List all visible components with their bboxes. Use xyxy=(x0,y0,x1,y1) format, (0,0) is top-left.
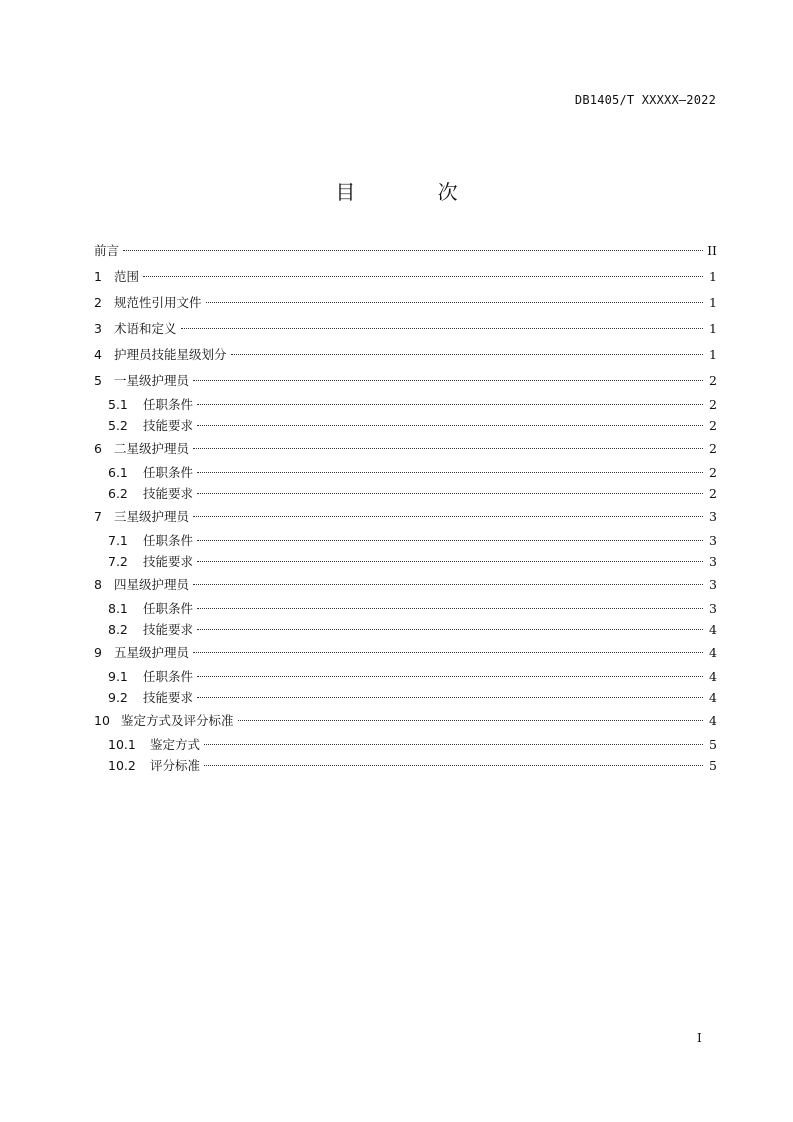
document-code: DB1405/T XXXXX—2022 xyxy=(574,93,716,107)
toc-entry-number: 9 xyxy=(94,645,102,660)
toc-entry[interactable] xyxy=(94,290,717,316)
toc-entry[interactable] xyxy=(94,483,717,504)
toc-entry-page: 2 xyxy=(709,373,717,388)
dot-leader xyxy=(193,516,703,517)
toc-entry-page: 1 xyxy=(709,295,717,310)
toc-entry[interactable] xyxy=(94,394,717,415)
toc-entry-number: 6.1 xyxy=(108,465,128,480)
toc-entry[interactable] xyxy=(94,666,717,687)
toc-entry[interactable] xyxy=(94,551,717,572)
toc-entry-number: 4 xyxy=(94,347,102,362)
toc-entry-page: 3 xyxy=(709,554,717,569)
toc-entry-number: 7 xyxy=(94,509,102,524)
toc-entry-label: 鉴定方式及评分标准 xyxy=(121,713,234,728)
toc-entry-page: 5 xyxy=(709,737,717,752)
dot-leader xyxy=(193,652,703,653)
toc-entry[interactable] xyxy=(94,436,717,462)
toc-entry-number: 9.1 xyxy=(108,669,128,684)
toc-entry[interactable] xyxy=(94,734,717,755)
dot-leader xyxy=(231,354,703,355)
dot-leader xyxy=(197,425,703,426)
toc-entry-number: 1 xyxy=(94,269,102,284)
toc-entry[interactable] xyxy=(94,238,717,264)
dot-leader xyxy=(197,697,703,698)
toc-entry-label: 技能要求 xyxy=(143,418,194,433)
toc-entry[interactable] xyxy=(94,708,717,734)
table-of-contents xyxy=(94,238,717,776)
toc-entry-page: 4 xyxy=(709,690,717,705)
toc-entry-number: 7.2 xyxy=(108,554,128,569)
toc-entry-number: 3 xyxy=(94,321,102,336)
dot-leader xyxy=(204,744,703,745)
toc-entry-page: 2 xyxy=(709,441,717,456)
toc-entry-number: 6 xyxy=(94,441,102,456)
dot-leader xyxy=(143,276,703,277)
toc-entry[interactable] xyxy=(94,530,717,551)
toc-entry-label: 一星级护理员 xyxy=(114,373,190,388)
toc-entry-label: 术语和定义 xyxy=(114,321,177,336)
toc-entry-number: 8 xyxy=(94,577,102,592)
dot-leader xyxy=(197,540,703,541)
dot-leader xyxy=(123,250,703,251)
toc-entry-page: 2 xyxy=(709,465,717,480)
toc-entry-page: 3 xyxy=(709,533,717,548)
toc-entry[interactable] xyxy=(94,462,717,483)
toc-entry-label: 技能要求 xyxy=(143,690,194,705)
toc-entry[interactable] xyxy=(94,368,717,394)
toc-entry-label: 任职条件 xyxy=(143,397,194,412)
dot-leader xyxy=(197,561,703,562)
toc-entry-label: 范围 xyxy=(114,269,140,284)
toc-entry[interactable] xyxy=(94,619,717,640)
toc-entry-label: 任职条件 xyxy=(143,601,194,616)
dot-leader xyxy=(181,328,703,329)
toc-entry-page: 3 xyxy=(709,577,717,592)
dot-leader xyxy=(193,584,703,585)
toc-entry-page: 2 xyxy=(709,418,717,433)
toc-entry-label: 护理员技能星级划分 xyxy=(114,347,227,362)
toc-entry-page: 4 xyxy=(709,713,717,728)
dot-leader xyxy=(197,472,703,473)
toc-entry-number: 5.1 xyxy=(108,397,128,412)
toc-entry-label: 四星级护理员 xyxy=(114,577,190,592)
toc-entry-number: 9.2 xyxy=(108,690,128,705)
toc-entry-page: 3 xyxy=(709,601,717,616)
toc-entry-page: 1 xyxy=(709,269,717,284)
dot-leader xyxy=(197,493,703,494)
toc-entry[interactable] xyxy=(94,504,717,530)
toc-entry[interactable] xyxy=(94,415,717,436)
toc-entry[interactable] xyxy=(94,598,717,619)
toc-entry-label: 二星级护理员 xyxy=(114,441,190,456)
toc-entry-number: 8.2 xyxy=(108,622,128,637)
toc-entry-page: 3 xyxy=(709,509,717,524)
toc-entry-label: 前言 xyxy=(94,243,120,258)
toc-entry-label: 技能要求 xyxy=(143,486,194,501)
dot-leader xyxy=(197,629,703,630)
toc-entry-page: 2 xyxy=(709,397,717,412)
toc-entry-label: 五星级护理员 xyxy=(114,645,190,660)
toc-entry[interactable] xyxy=(94,316,717,342)
toc-entry-page: 1 xyxy=(709,321,717,336)
toc-entry-page: 4 xyxy=(709,645,717,660)
toc-entry-label: 任职条件 xyxy=(143,669,194,684)
toc-entry-label: 任职条件 xyxy=(143,533,194,548)
dot-leader xyxy=(193,380,703,381)
toc-entry-page: 5 xyxy=(709,758,717,773)
dot-leader xyxy=(197,608,703,609)
toc-entry-label: 技能要求 xyxy=(143,554,194,569)
toc-entry-page: 1 xyxy=(709,347,717,362)
toc-entry-number: 5 xyxy=(94,373,102,388)
toc-entry[interactable] xyxy=(94,342,717,368)
toc-entry-number: 10.2 xyxy=(108,758,136,773)
dot-leader xyxy=(204,765,703,766)
toc-entry-label: 评分标准 xyxy=(150,758,201,773)
toc-entry[interactable] xyxy=(94,572,717,598)
dot-leader xyxy=(197,676,703,677)
toc-entry-page: 4 xyxy=(709,669,717,684)
toc-entry-label: 三星级护理员 xyxy=(114,509,190,524)
dot-leader xyxy=(193,448,703,449)
page-number: I xyxy=(697,1031,702,1045)
toc-entry-number: 6.2 xyxy=(108,486,128,501)
dot-leader xyxy=(238,720,703,721)
toc-entry-label: 任职条件 xyxy=(143,465,194,480)
toc-entry-number: 7.1 xyxy=(108,533,128,548)
toc-entry[interactable] xyxy=(94,755,717,776)
toc-entry-number: 10.1 xyxy=(108,737,136,752)
toc-entry-label: 规范性引用文件 xyxy=(114,295,202,310)
page-title: 目 次 xyxy=(335,180,496,204)
toc-entry[interactable] xyxy=(94,640,717,666)
toc-entry[interactable] xyxy=(94,264,717,290)
dot-leader xyxy=(206,302,703,303)
toc-entry-page: II xyxy=(707,243,717,258)
toc-entry-page: 2 xyxy=(709,486,717,501)
dot-leader xyxy=(197,404,703,405)
toc-entry-page: 4 xyxy=(709,622,717,637)
toc-entry-label: 鉴定方式 xyxy=(150,737,201,752)
toc-entry-number: 8.1 xyxy=(108,601,128,616)
toc-entry-number: 10 xyxy=(94,713,110,728)
toc-entry-label: 技能要求 xyxy=(143,622,194,637)
toc-entry[interactable] xyxy=(94,687,717,708)
toc-entry-number: 5.2 xyxy=(108,418,128,433)
toc-entry-number: 2 xyxy=(94,295,102,310)
